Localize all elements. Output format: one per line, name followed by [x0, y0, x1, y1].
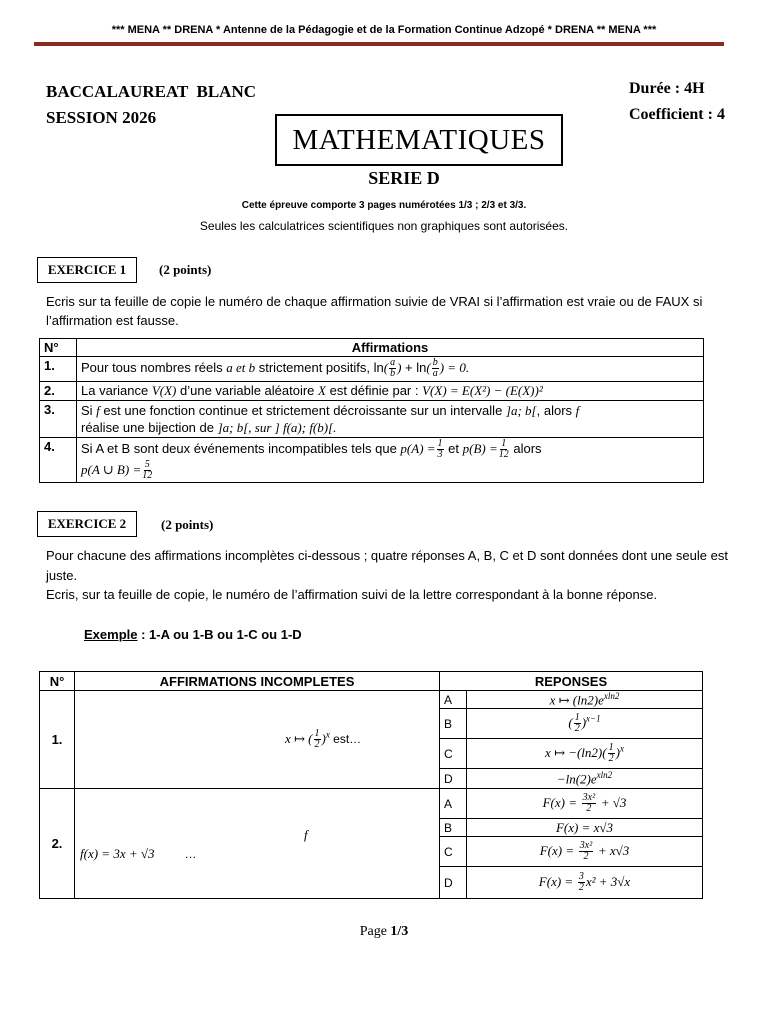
answer-letter: B	[440, 709, 467, 739]
table-header-row	[40, 339, 704, 357]
instruction-paragraph: Pour chacune des affirmations incomplètes ci-dessous ; quatre réponses A, B, C et D sont données dont une seule est juste.	[46, 548, 728, 583]
ellipsis: …	[184, 847, 197, 862]
col-header-affirmations: AFFIRMATIONS INCOMPLETES	[75, 672, 440, 691]
row-number: 3.	[40, 401, 77, 438]
answer-letter: D	[440, 867, 467, 899]
answer-cell: F(x) = $\frac{3}{2}$ x² + 3√x	[467, 867, 703, 899]
affirmation-text: Pour tous nombres réels	[81, 359, 227, 375]
fraction: $\frac{1}{12}$	[498, 438, 509, 461]
answer-cell: $-\ln(2)e^{xln2}$	[467, 769, 703, 789]
col-header-affirmations: Affirmations	[77, 339, 704, 357]
exam-duration: Durée : 4H	[629, 80, 705, 97]
row-number: 2.	[40, 382, 77, 401]
series-title: SERIE D	[368, 168, 440, 188]
page-label: Page	[359, 924, 391, 939]
answer-letter: B	[440, 819, 467, 837]
table-header-row	[40, 672, 703, 691]
fraction: $\frac{b}{a}$	[432, 357, 438, 379]
math-expr: a et b	[226, 359, 256, 375]
question-number: 2.	[40, 789, 75, 899]
table-row	[40, 691, 703, 709]
exercise2-label: EXERCICE 2	[47, 516, 127, 531]
fraction: $\frac{1}{3}$	[437, 438, 443, 461]
affirmation-cell: Si f est une fonction continue et strictement décroissante sur un intervalle ]a; b[, alors f réalise une bijection de ]a; b[, sur ] f(a); f(b)[.	[77, 401, 704, 438]
exercise1-label-box	[37, 257, 137, 283]
col-header-num: N°	[40, 339, 77, 357]
answer-cell: F(x) = $\frac{\text{3x²}}{2}$ + x√3	[467, 837, 703, 867]
exercise1-table	[39, 338, 704, 483]
exam-session: SESSION 2026	[46, 108, 157, 127]
fraction: $\frac{1}{2}$	[314, 728, 320, 751]
answer-cell: ( $\frac{1}{2}$ )$^{x-1}$	[467, 709, 703, 739]
table-row	[40, 401, 704, 438]
affirmation-cell: Si A et B sont deux événements incompatibles tels que p(A) = $\frac{1}{3}$ et p(B) = $\frac{1}{12}$ alors p(A ∪ B) = $\frac{5}{12}$	[77, 438, 704, 483]
answer-letter: A	[440, 789, 467, 819]
col-header-responses: REPONSES	[440, 672, 703, 691]
answer-cell: F(x) = x√3	[467, 819, 703, 837]
exercise1-label: EXERCICE 1	[47, 262, 127, 277]
question-cell: x ↦ ( $\frac{1}{2}$ )$^x$ est…	[75, 691, 440, 789]
table-row	[40, 789, 703, 819]
answer-letter: D	[440, 769, 467, 789]
fraction: $\frac{5}{12}$	[142, 459, 153, 482]
table-row	[40, 382, 704, 401]
instruction-paragraph: Ecris, sur ta feuille de copie, le numéro de l’affirmation suivi de la lettre correspondant à la bonne réponse.	[46, 587, 658, 602]
exercise2-label-box	[37, 511, 137, 537]
example-line	[46, 627, 302, 642]
question-cell	[75, 789, 440, 899]
affirmation-text: strictement positifs, ln	[255, 359, 384, 375]
affirmation-cell: Pour tous nombres réels a et b strictement positifs, ln( $\frac{a}{b}$ ) + ln( $\frac{b}{a}$ ) = 0.	[77, 357, 704, 382]
exercise2-instruction	[46, 546, 736, 605]
example-text: : 1-A ou 1-B ou 1-C ou 1-D	[137, 627, 302, 642]
math-expr: = 0.	[444, 359, 470, 375]
row-number: 1.	[40, 357, 77, 382]
exercise2-points: (2 points)	[161, 517, 214, 532]
answer-cell: x ↦ −(ln2)( $\frac{1}{2}$ )$^x$	[467, 739, 703, 769]
exercise2-table	[39, 671, 703, 899]
page-number	[0, 924, 768, 940]
pages-note: Cette épreuve comporte 3 pages numérotées 1/3 ; 2/3 et 3/3.	[241, 200, 527, 211]
table-row	[40, 357, 704, 382]
answer-letter: C	[440, 837, 467, 867]
exam-title: BACCALAUREAT BLANC	[46, 82, 257, 101]
function-expression: f(x) = 3x + √3	[80, 846, 155, 862]
table-row	[40, 438, 704, 483]
function-label: f	[304, 827, 308, 843]
row-number: 4.	[40, 438, 77, 483]
affirmation-cell: La variance V(X) d’une variable aléatoire X est définie par : V(X) = E(X²) − (E(X))²	[77, 382, 704, 401]
col-header-num: N°	[40, 672, 75, 691]
answer-letter: C	[440, 739, 467, 769]
question-number: 1.	[40, 691, 75, 789]
ministry-header-line: *** MENA ** DRENA * Antenne de la Pédagogie et de la Formation Continue Adzopé * DRENA ** MENA ***	[111, 24, 657, 36]
exercise1-instruction: Ecris sur ta feuille de copie le numéro de chaque affirmation suivie de VRAI si l’affirmation est vraie ou de FAUX si l’affirmation est fausse.	[46, 294, 703, 328]
answer-letter: A	[440, 691, 467, 709]
exam-coefficient: Coefficient : 4	[629, 106, 725, 123]
calculator-note: Seules les calculatrices scientifiques non graphiques sont autorisées.	[199, 219, 569, 233]
answer-cell: F(x) = $\frac{\text{3x²}}{2}$ + √3	[467, 789, 703, 819]
subject-title-box	[275, 114, 563, 166]
page-value: 1/3	[390, 924, 409, 939]
subject-title: MATHEMATIQUES	[292, 123, 546, 156]
header-divider	[34, 42, 724, 46]
exercise1-points: (2 points)	[159, 262, 212, 277]
answer-cell: x ↦ $(\ln 2)e^{xln2}$	[467, 691, 703, 709]
fraction: $\frac{a}{b}$	[390, 357, 396, 379]
example-label: Exemple	[84, 627, 138, 642]
